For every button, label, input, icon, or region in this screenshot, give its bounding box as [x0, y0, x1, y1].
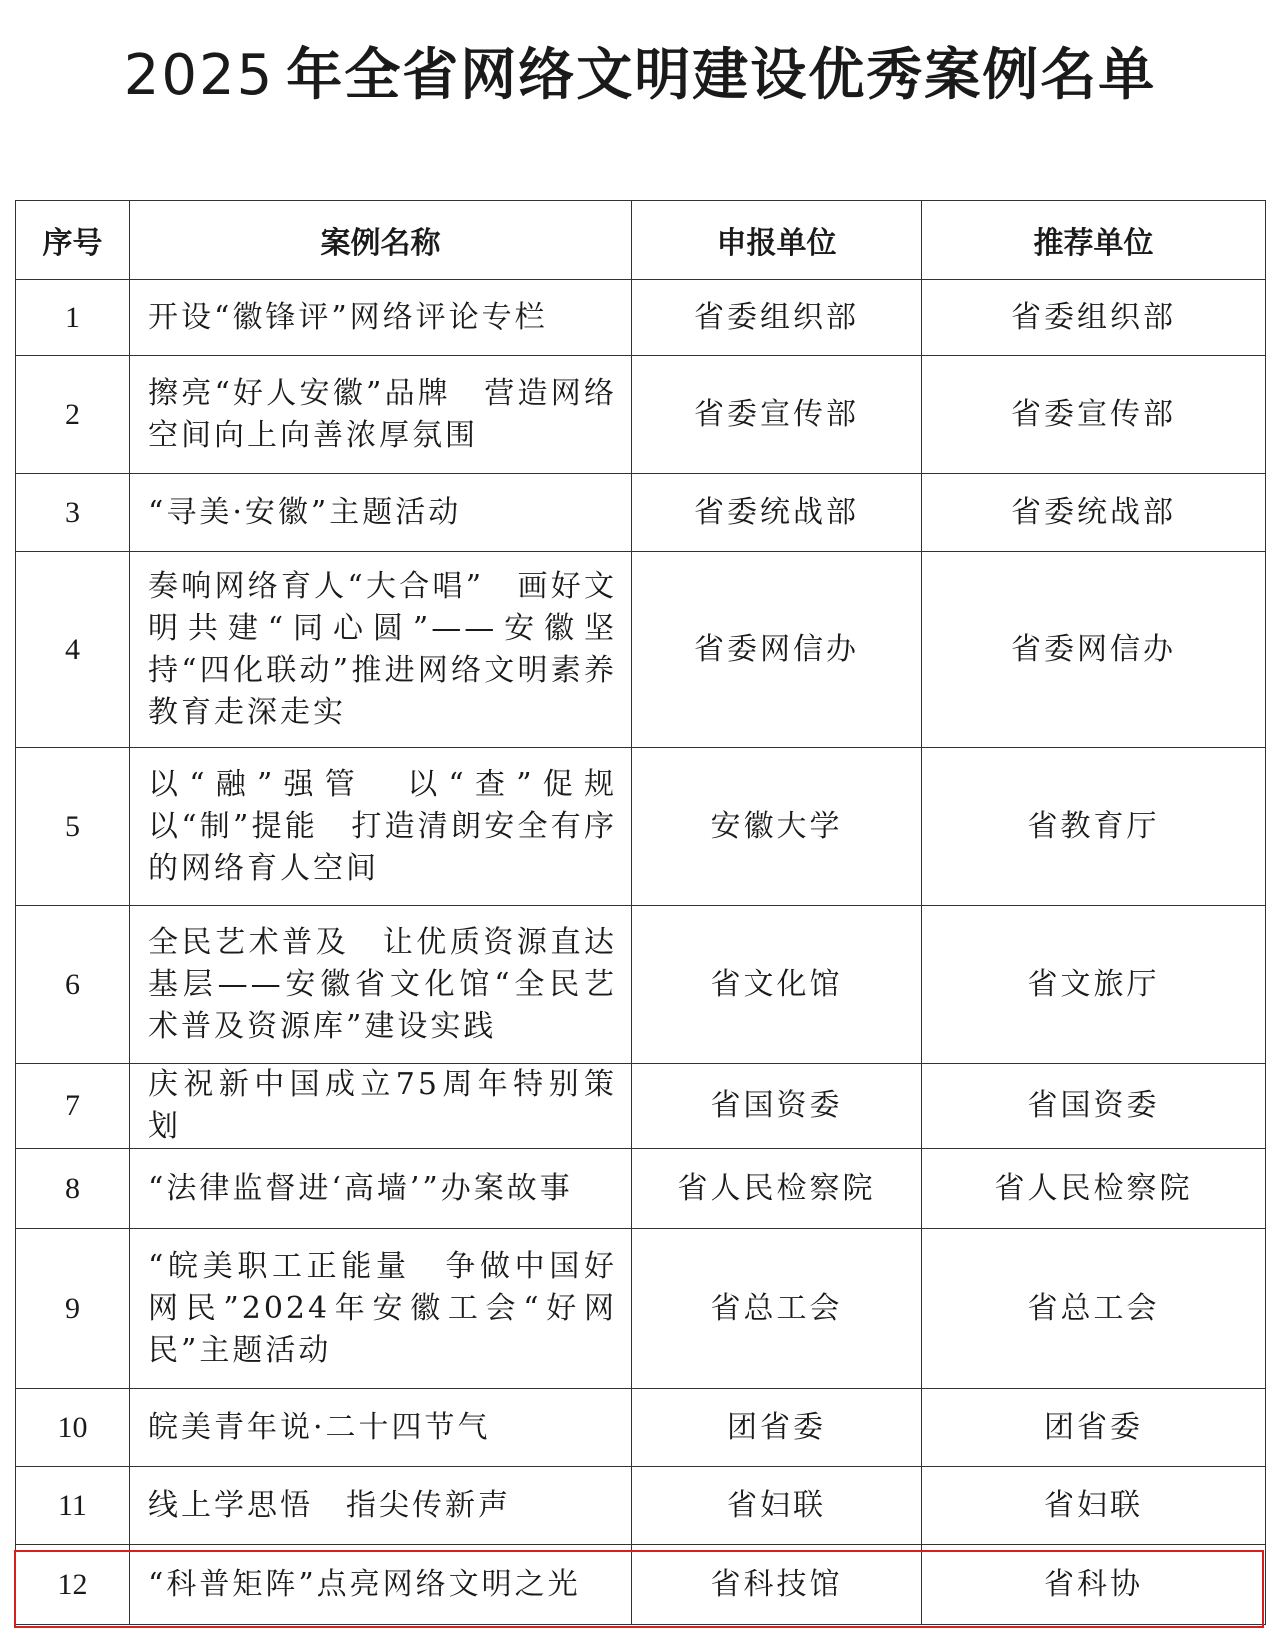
header-applicant: 申报单位 [632, 201, 922, 280]
table-row [16, 1064, 1266, 1149]
table-row [16, 474, 1266, 552]
row-case-name: 擦亮“好人安徽”品牌 营造网络空间向上向善浓厚氛围 [130, 356, 632, 474]
header-recommender: 推荐单位 [922, 201, 1266, 280]
row-case-name: 全民艺术普及 让优质资源直达基层——安徽省文化馆“全民艺术普及资源库”建设实践 [130, 906, 632, 1064]
row-recommender: 省文旅厅 [922, 906, 1266, 1064]
title-text: 年全省网络文明建设优秀案例名单 [286, 43, 1157, 108]
row-applicant: 省文化馆 [632, 906, 922, 1064]
table-row [16, 1389, 1266, 1467]
row-case-name: “寻美·安徽”主题活动 [130, 474, 632, 552]
header-index: 序号 [16, 201, 130, 280]
row-case-name: “法律监督进‘高墙’”办案故事 [130, 1149, 632, 1229]
row-case-name: 以“融”强管 以“查”促规 以“制”提能 打造清朗安全有序的网络育人空间 [130, 748, 632, 906]
row-index: 8 [16, 1149, 130, 1229]
row-index: 12 [16, 1545, 130, 1625]
row-index: 1 [16, 280, 130, 356]
row-applicant: 团省委 [632, 1389, 922, 1467]
row-case-name: 开设“徽锋评”网络评论专栏 [130, 280, 632, 356]
row-applicant: 安徽大学 [632, 748, 922, 906]
row-applicant: 省人民检察院 [632, 1149, 922, 1229]
table-row [16, 1149, 1266, 1229]
row-index: 2 [16, 356, 130, 474]
row-index: 11 [16, 1467, 130, 1545]
table-row [16, 1229, 1266, 1389]
table-row [16, 748, 1266, 906]
row-recommender: 省科协 [922, 1545, 1266, 1625]
table-row [16, 552, 1266, 748]
row-recommender: 团省委 [922, 1389, 1266, 1467]
row-index: 5 [16, 748, 130, 906]
table-row [16, 356, 1266, 474]
row-case-name: 皖美青年说·二十四节气 [130, 1389, 632, 1467]
row-applicant: 省国资委 [632, 1064, 922, 1149]
row-case-name: 奏响网络育人“大合唱” 画好文明共建“同心圆”——安徽坚持“四化联动”推进网络文明素养教育走深走实 [130, 552, 632, 748]
row-applicant: 省总工会 [632, 1229, 922, 1389]
row-recommender: 省国资委 [922, 1064, 1266, 1149]
row-applicant: 省委网信办 [632, 552, 922, 748]
row-applicant: 省委宣传部 [632, 356, 922, 474]
page-title [0, 36, 1280, 116]
row-index: 6 [16, 906, 130, 1064]
row-case-name: 庆祝新中国成立75周年特别策划 [130, 1064, 632, 1149]
header-case-name: 案例名称 [130, 201, 632, 280]
row-recommender: 省总工会 [922, 1229, 1266, 1389]
row-applicant: 省妇联 [632, 1467, 922, 1545]
row-applicant: 省委组织部 [632, 280, 922, 356]
row-recommender: 省委组织部 [922, 280, 1266, 356]
table-header-row [16, 201, 1266, 280]
case-list-table [15, 200, 1266, 1625]
table-row [16, 1545, 1266, 1625]
row-case-name: “皖美职工正能量 争做中国好网民”2024年安徽工会“好网民”主题活动 [130, 1229, 632, 1389]
row-applicant: 省科技馆 [632, 1545, 922, 1625]
row-case-name: “科普矩阵”点亮网络文明之光 [130, 1545, 632, 1625]
row-recommender: 省教育厅 [922, 748, 1266, 906]
row-recommender: 省妇联 [922, 1467, 1266, 1545]
row-recommender: 省委网信办 [922, 552, 1266, 748]
row-index: 9 [16, 1229, 130, 1389]
row-index: 4 [16, 552, 130, 748]
row-recommender: 省委统战部 [922, 474, 1266, 552]
row-recommender: 省委宣传部 [922, 356, 1266, 474]
row-case-name: 线上学思悟 指尖传新声 [130, 1467, 632, 1545]
row-index: 3 [16, 474, 130, 552]
table-row [16, 280, 1266, 356]
row-recommender: 省人民检察院 [922, 1149, 1266, 1229]
row-applicant: 省委统战部 [632, 474, 922, 552]
title-year: 2025 [123, 43, 275, 108]
table-row [16, 1467, 1266, 1545]
table-row [16, 906, 1266, 1064]
row-index: 7 [16, 1064, 130, 1149]
row-index: 10 [16, 1389, 130, 1467]
